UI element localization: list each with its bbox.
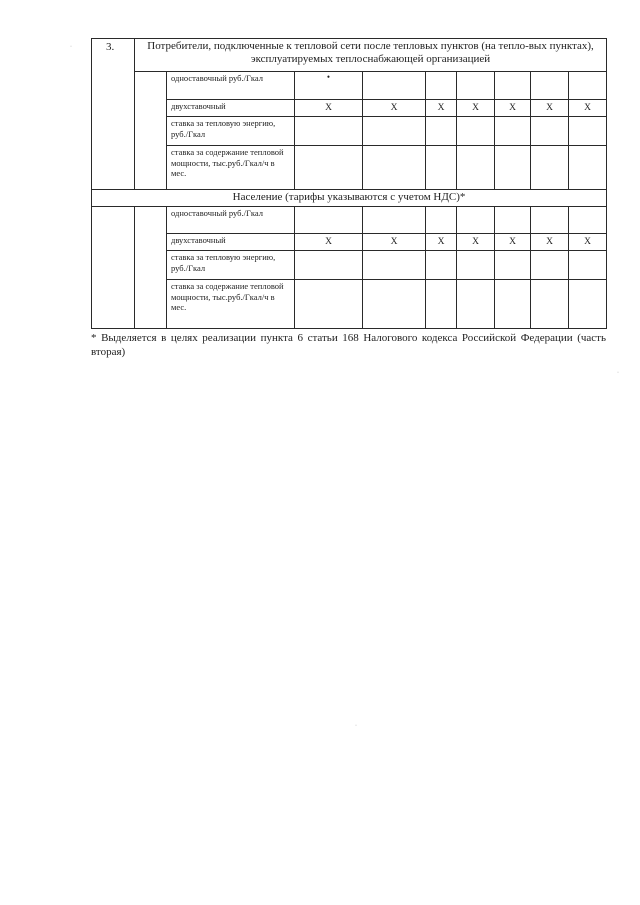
- table-cell: [426, 251, 457, 280]
- section-3-header-row: [92, 39, 607, 72]
- table-row: [92, 234, 607, 251]
- row-label: ставка за тепловую энергию, руб./Гкал: [167, 251, 295, 280]
- table-cell: [363, 117, 426, 146]
- row-label: одноставочный руб./Гкал: [167, 72, 295, 100]
- table-cell: [295, 207, 363, 234]
- x-mark: X: [426, 100, 457, 117]
- empty-cell: [135, 207, 167, 329]
- x-mark: X: [295, 234, 363, 251]
- section-number: 3.: [92, 39, 135, 190]
- table-cell: [363, 207, 426, 234]
- population-header-row: [92, 190, 607, 207]
- table-cell: [495, 72, 531, 100]
- footnote: * Выделяется в целях реализации пункта 6 статьи 168 Налогового кодекса Российской Федерации (часть вторая): [91, 332, 606, 358]
- table-row: [92, 117, 607, 146]
- table-row: [92, 251, 607, 280]
- row-label: двухставочный: [167, 234, 295, 251]
- table-cell: [495, 280, 531, 329]
- scan-speck: ·: [617, 370, 619, 376]
- row-label: ставка за содержание тепловой мощности, тыс.руб./Гкал/ч в мес.: [167, 146, 295, 190]
- table-cell: [426, 72, 457, 100]
- table-cell: [495, 117, 531, 146]
- table-cell: [531, 72, 569, 100]
- table-cell: [495, 251, 531, 280]
- table-cell: [457, 146, 495, 190]
- table-cell: [495, 146, 531, 190]
- x-mark: X: [457, 100, 495, 117]
- row-label: ставка за тепловую энергию, руб./Гкал: [167, 117, 295, 146]
- x-mark: X: [363, 100, 426, 117]
- population-title: Население (тарифы указываются с учетом НДС)*: [92, 190, 607, 207]
- table-cell: [426, 117, 457, 146]
- x-mark: X: [295, 100, 363, 117]
- table-cell: [457, 117, 495, 146]
- empty-cell: [135, 72, 167, 190]
- x-mark: X: [495, 234, 531, 251]
- x-mark: X: [531, 100, 569, 117]
- table-cell: [295, 117, 363, 146]
- table-cell: [569, 280, 607, 329]
- table-cell: [457, 251, 495, 280]
- table-cell: [569, 72, 607, 100]
- table-cell: [457, 207, 495, 234]
- x-mark: X: [363, 234, 426, 251]
- table-row: [92, 280, 607, 329]
- x-mark: X: [495, 100, 531, 117]
- scan-speck: ·: [70, 44, 72, 50]
- x-mark: X: [531, 234, 569, 251]
- table-cell: [457, 280, 495, 329]
- table-cell: [363, 280, 426, 329]
- tariff-table: [91, 38, 607, 329]
- x-mark: X: [426, 234, 457, 251]
- table-cell: [495, 207, 531, 234]
- table-cell: [363, 146, 426, 190]
- table-cell: [569, 146, 607, 190]
- row-label: двухставочный: [167, 100, 295, 117]
- table-cell: [426, 207, 457, 234]
- table-cell: [457, 72, 495, 100]
- table-cell: [569, 207, 607, 234]
- table-cell: [295, 146, 363, 190]
- table-row: [92, 72, 607, 100]
- table-row: [92, 146, 607, 190]
- table-cell: [569, 251, 607, 280]
- table-cell: [531, 280, 569, 329]
- table-cell: [531, 251, 569, 280]
- table-cell: [531, 207, 569, 234]
- section-3-title: Потребители, подключенные к тепловой сети после тепловых пунктов (на тепло-вых пунктах), эксплуатируемых теплоснабжающей организацией: [135, 39, 607, 72]
- x-mark: X: [457, 234, 495, 251]
- table-row: [92, 100, 607, 117]
- table-row: [92, 207, 607, 234]
- table-cell: [426, 280, 457, 329]
- table-cell: [531, 146, 569, 190]
- table-cell: •: [295, 72, 363, 100]
- x-mark: X: [569, 234, 607, 251]
- table-cell: [569, 117, 607, 146]
- table-cell: [363, 251, 426, 280]
- empty-cell: [92, 207, 135, 329]
- row-label: ставка за содержание тепловой мощности, тыс.руб./Гкал/ч в мес.: [167, 280, 295, 329]
- table-cell: [363, 72, 426, 100]
- table-cell: [426, 146, 457, 190]
- x-mark: X: [569, 100, 607, 117]
- table-cell: [295, 280, 363, 329]
- row-label: одноставочный руб./Гкал: [167, 207, 295, 234]
- table-cell: [295, 251, 363, 280]
- scan-speck: ·: [355, 723, 357, 729]
- table-cell: [531, 117, 569, 146]
